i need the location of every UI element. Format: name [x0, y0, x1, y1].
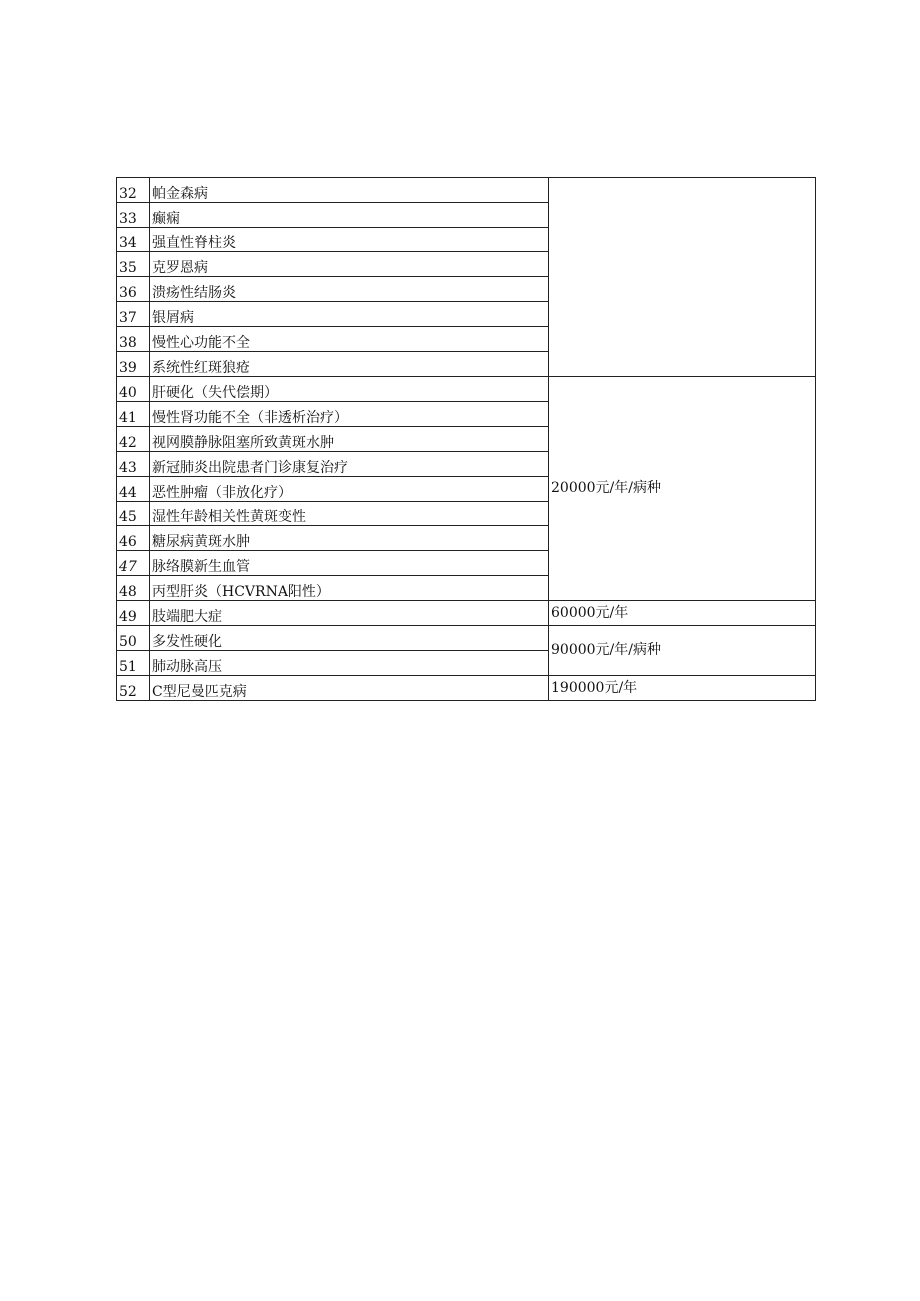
row-number: 44: [117, 477, 150, 502]
disease-name: 癫痫: [150, 203, 549, 228]
disease-name: 肝硬化（失代偿期）: [150, 377, 549, 402]
row-number: 37: [117, 302, 150, 327]
disease-name: 克罗恩病: [150, 252, 549, 277]
limit-value: 90000元/年/病种: [549, 626, 816, 676]
row-number: 42: [117, 427, 150, 452]
row-number: 34: [117, 228, 150, 252]
disease-name: 视网膜静脉阻塞所致黄斑水肿: [150, 427, 549, 452]
disease-name: 脉络膜新生血管: [150, 551, 549, 576]
row-number: 49: [117, 601, 150, 626]
limit-cell-empty: [549, 178, 816, 377]
disease-name: 帕金森病: [150, 178, 549, 203]
disease-name: 慢性肾功能不全（非透析治疗）: [150, 402, 549, 427]
disease-name: 系统性红斑狼疮: [150, 352, 549, 377]
disease-limit-table: [116, 177, 816, 701]
disease-name: 肺动脉高压: [150, 651, 549, 676]
table-row: [117, 377, 816, 402]
row-number: 47: [117, 551, 150, 576]
disease-name: 湿性年龄相关性黄斑变性: [150, 502, 549, 526]
row-number: 40: [117, 377, 150, 402]
table-row: [117, 601, 816, 626]
row-number: 41: [117, 402, 150, 427]
row-number: 52: [117, 676, 150, 701]
limit-value: 60000元/年: [549, 601, 816, 626]
row-number: 46: [117, 526, 150, 551]
row-number: 51: [117, 651, 150, 676]
row-number: 38: [117, 327, 150, 352]
disease-name: 肢端肥大症: [150, 601, 549, 626]
row-number: 48: [117, 576, 150, 601]
row-number: 45: [117, 502, 150, 526]
row-number: 33: [117, 203, 150, 228]
table-row: [117, 676, 816, 701]
row-number: 35: [117, 252, 150, 277]
row-number: 32: [117, 178, 150, 203]
disease-name: C型尼曼匹克病: [150, 676, 549, 701]
row-number: 39: [117, 352, 150, 377]
disease-name: 强直性脊柱炎: [150, 228, 549, 252]
disease-name: 溃疡性结肠炎: [150, 277, 549, 302]
table-row: [117, 178, 816, 203]
disease-name: 丙型肝炎（HCVRNA阳性）: [150, 576, 549, 601]
limit-value: 20000元/年/病种: [549, 377, 816, 601]
disease-name: 多发性硬化: [150, 626, 549, 651]
disease-name: 慢性心功能不全: [150, 327, 549, 352]
disease-name: 恶性肿瘤（非放化疗）: [150, 477, 549, 502]
disease-name: 新冠肺炎出院患者门诊康复治疗: [150, 452, 549, 477]
limit-value: 190000元/年: [549, 676, 816, 701]
disease-name: 糖尿病黄斑水肿: [150, 526, 549, 551]
row-number: 50: [117, 626, 150, 651]
table-row: [117, 626, 816, 651]
disease-name: 银屑病: [150, 302, 549, 327]
row-number: 43: [117, 452, 150, 477]
row-number: 36: [117, 277, 150, 302]
